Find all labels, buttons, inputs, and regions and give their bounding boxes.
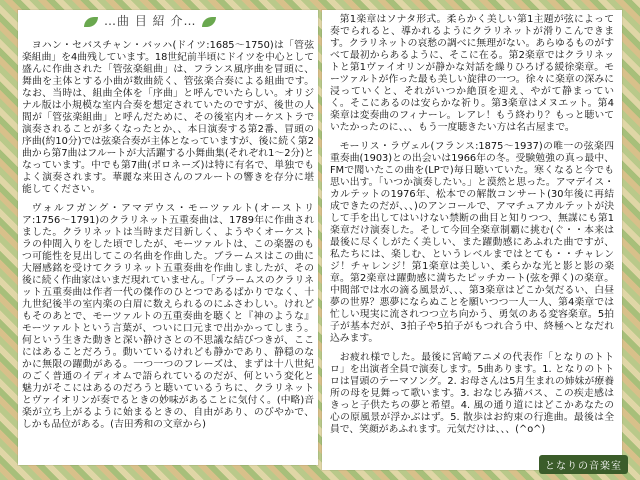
section-title (78, 12, 222, 29)
footer-logo: となりの音楽室 (539, 455, 628, 474)
section-title-text: …曲 目 紹 介… (104, 14, 197, 28)
paragraph: モーリス・ラヴェル(フランス:1875〜1937)の唯一の弦楽四重奏曲(1903)との出会いは1966年の冬。受験勉強の真っ最中、FMで聞いたこの曲を(LPで)毎日聴いていた。寒くなると今でも思い出す。「いつか演奏したい。」と漠然と思った。アマデイス・カルテットの1976年、松本での解散コンサート(30年後に再結成できたのだが、、、)のアンコールで、アマチュアカルテットが決して手を出してはいけない禁断の曲目と知りつつ、無謀にも第1楽章だけ演奏した。そして今回全楽章制覇に挑む(ぐ・・本来は最後に尽くしがたく美しい、また躍動感にあふれた曲ですが、私たちには、楽しむ、というレベルまではとても・・チャレンジ！チャレンジ！第1楽章は美しい、柔らかな光と影と影の楽章。第2楽章は躍動感に満ちたピッチカート(弦を弾く)の楽章。中間部では水の滴る風景が、、、第3楽章はどこか気だるい、白昼夢の世界？悪夢にならぬことを願いつつ一人一人、第4楽章では忙しい現実に流されつつ立ち向かう、勇気のある変容楽章。5拍子が基本だが、3拍子や5拍子がもつれ合う中、終極へとなだれ込みます。 (330, 141, 614, 344)
paragraph: ヴォルフガング・アマデウス・モーツァルト(オーストリア:1756〜1791)のクラリネット五重奏曲は、1789年に作曲されました。クラリネットは当時まだ目新しく、ようやくオーケストラの仲間入りをした頃でしたが、モーツァルトは、この楽器のもつ可能性を見出してこの名曲を作曲した。ブラームスはこの曲に大層感銘を受けてクラリネット五重奏曲を作曲しましたが、その後に続く作曲家はいまだ現れていません。「ブラームスのクラリネット五重奏曲は作者一代の傑作のひとつであるばかりでなく、十九世紀後半の室内楽の白眉に数えられるのにふさわしい。けれどもそのあとで、モーツァルトの五重奏曲を聴くと『神のような』モーツァルトという言葉が、ついに口元まで出かかってしまう。何という生きた動きと深い静けさとの不思議な結びつきが、ここにはあることだろう。動いているけれども静かであり、静穏のなかに無限の躍動がある。一つ一つのフレーズは、まずは十八世紀のごく普通のイディオムで語られているのだが、何という変化と魅力がそこにはあるのだろうと聴いているうちに、クラリネットとヴァイオリンが奏でるときの妙味があることに気付く。(中略)音楽が立ち上がるように始まるときの、自由があり、のびやかで、しかも品位がある。(吉田秀和の文章から) (22, 203, 314, 430)
paragraph: ヨハン・セバスチャン・バッハ(ドイツ:1685〜1750)は「管弦楽組曲」を4曲残しています。18世紀前半頃にドイツを中心として盛んに作曲された「管弦楽組曲」は、フランス風序曲を冒頭に、舞曲を主体とする小曲が数曲続く、管弦楽合奏による組曲です。なお、当時は、組曲全体を「序曲」と呼んでいたらしい。オリジナル版は小規模な室内合奏を想定されていたのですが、後世の人間が「管弦楽組曲」と呼んだために、その後室内オーケストラで演奏されることが多くなったとか、、本日演奏する第2番、冒頭の序曲(約10分)では弦楽合奏が主体となっていますが、後に続く第2曲から第7曲はフルートが大活躍する小舞曲集(それぞれ1〜2分)となっています。中でも第7曲(ポロネーズ)は特に有名で、単独でもよく演奏されます。華麗な来田さんのフルートの響きを存分に堪能してください。 (22, 40, 314, 195)
paragraph: 第1楽章はソナタ形式。柔らかく美しい第1主題が弦によって奏でられると、導かれるようにクラリネットが滑りこんできます。クラリネットの哀愁の調べに無理がない。あらゆるものがすべて最初からあるように、そこに在る。第2楽章ではクラリネットと第1ヴァイオリンが静かな対話を繰りひろげる緩徐楽章。モーツァルトが作った最も美しい旋律の一つ。徐々に楽章の深みに浸っていくと、それがいつか絶頂を迎え、やがて静まっていく。そこにあるのは安らかな祈り。第3楽章はメヌエット。第4楽章は変奏曲のフィナーレ。レアレ！もう終わり？もっと聴いていたかったのに、、、もう一度聴きたい方は名古屋まで。 (330, 14, 614, 133)
left-text-body (22, 40, 314, 438)
right-text-body (330, 14, 614, 443)
right-text-panel (322, 10, 622, 470)
paragraph: お疲れ様でした。最後に宮崎アニメの代表作「となりのトトロ」を出演者全員で演奏します。5曲あります。1. となりのトトロは冒頭のテーマソング。2. お母さんは5月生まれの姉妹が療養所の母を見舞って歌います。3. おなじみ猫バス、この疾走感はきっと子供たちの夢と希望。4. 風の通り道にはどこかあなたの心の原風景が浮かぶはず。5. 散歩はお約束の行進曲。最後は全員で、笑顔があふれます。元気だけは、、、(^o^) (330, 352, 614, 435)
left-text-panel (18, 10, 318, 465)
leaf-icon (84, 17, 98, 27)
leaf-icon (202, 17, 216, 27)
